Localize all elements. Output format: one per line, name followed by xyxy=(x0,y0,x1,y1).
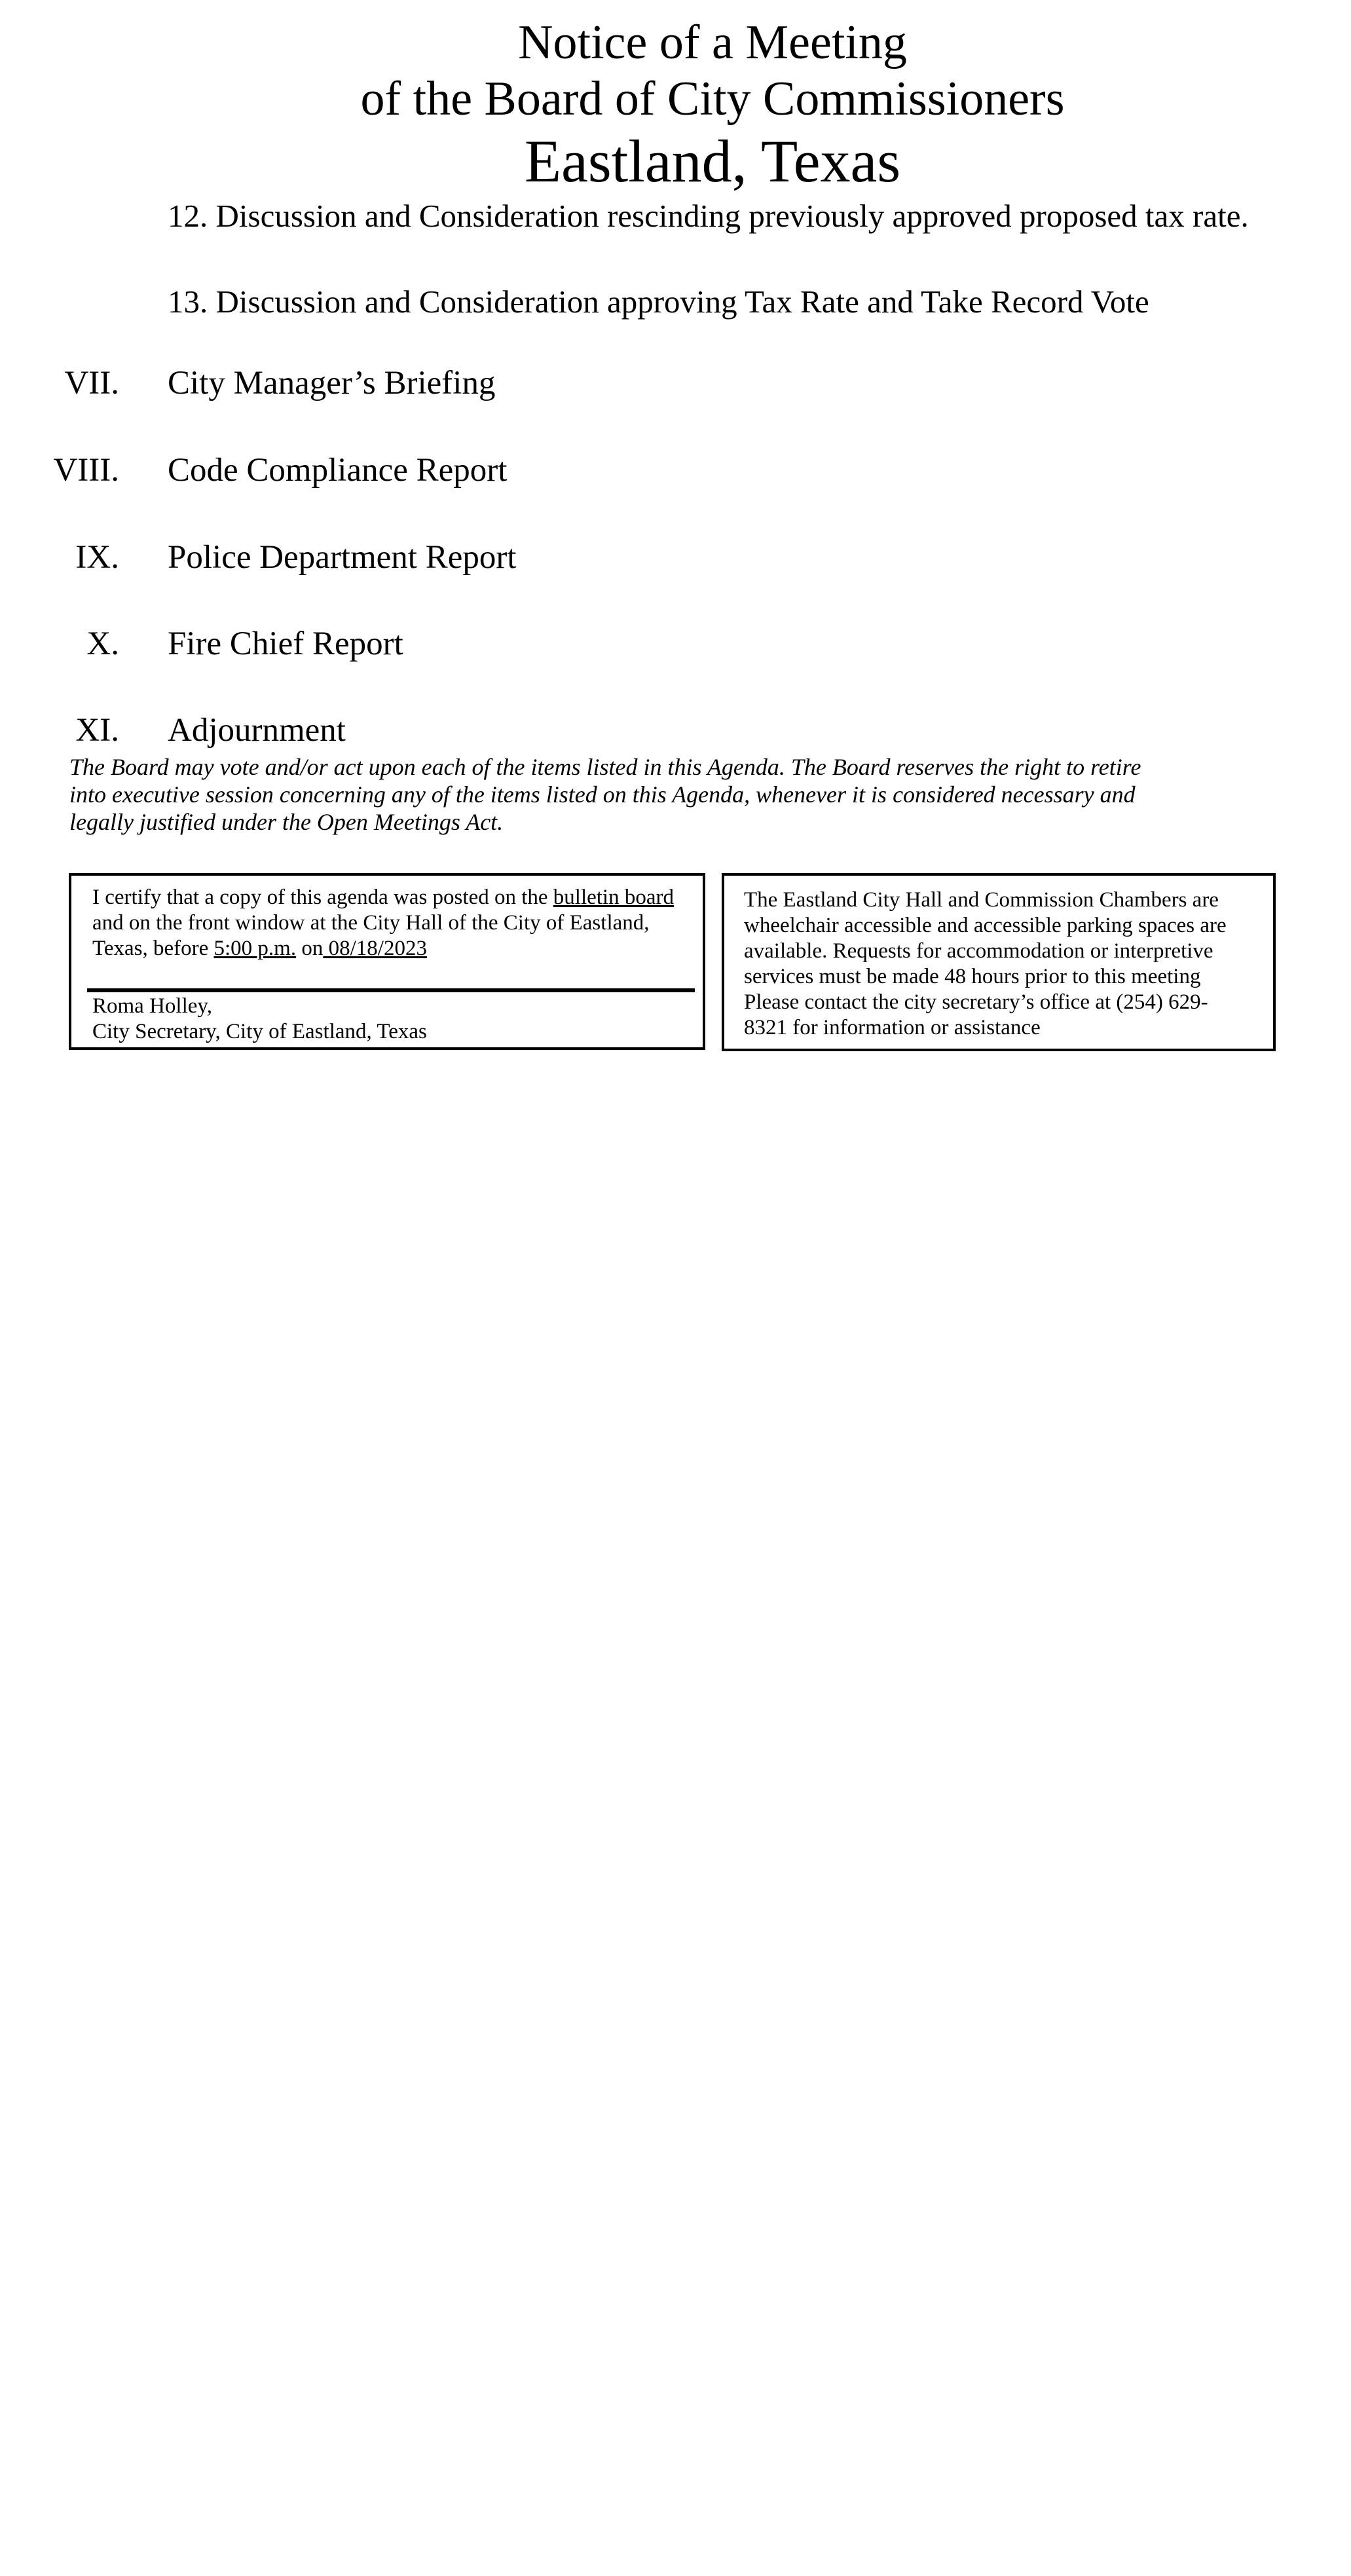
agenda-item-number: XI. xyxy=(75,712,119,749)
posting-date: 08/18/2023 xyxy=(323,937,427,960)
bulletin-board-text: bulletin board xyxy=(553,886,674,909)
certification-line xyxy=(92,885,695,910)
notice-title: Notice of a Meeting xyxy=(518,16,907,69)
accessibility-line: services must be made 48 hours prior to this meeting xyxy=(744,965,1201,988)
certification-text-part: I certify that a copy of this agenda was posted on the xyxy=(92,886,553,909)
agenda-item-title: Police Department Report xyxy=(168,539,517,576)
notice-header xyxy=(0,14,1351,195)
agenda-item xyxy=(0,364,786,403)
open-meetings-disclaimer xyxy=(69,753,1235,836)
accessibility-line: available. Requests for accommodation or interpretive xyxy=(744,939,1213,963)
disclaimer-line: legally justified under the Open Meetings Act. xyxy=(69,809,504,835)
agenda-item xyxy=(0,538,786,577)
agenda-item-number: X. xyxy=(86,625,119,662)
posting-certification-box xyxy=(69,873,705,1050)
posting-time: 5:00 p.m. xyxy=(213,937,297,960)
signer-title: City Secretary, City of Eastland, Texas xyxy=(92,1020,427,1043)
disclaimer-line: into executive session concerning any of the items listed on this Agenda, whenever it is considered necessary and xyxy=(69,781,1136,808)
accessibility-line: wheelchair accessible and accessible parking spaces are xyxy=(744,914,1227,937)
accessibility-line: 8321 for information or assistance xyxy=(744,1016,1041,1039)
accessibility-line: The Eastland City Hall and Commission Chambers are xyxy=(744,888,1219,912)
agenda-item-number: VIII. xyxy=(53,452,119,489)
city-title: Eastland, Texas xyxy=(524,128,901,195)
signature-line xyxy=(87,988,695,992)
signer-block xyxy=(92,994,682,1045)
board-title: of the Board of City Commissioners xyxy=(360,72,1065,126)
agenda-item xyxy=(0,624,786,663)
agenda-item-title: Code Compliance Report xyxy=(168,452,508,489)
agenda-item-title: Fire Chief Report xyxy=(168,625,403,662)
agenda-item xyxy=(0,451,786,490)
agenda-item-number: IX. xyxy=(75,539,119,576)
certification-text-part: Texas, before xyxy=(92,937,214,960)
certification-text xyxy=(92,885,695,961)
agenda-item xyxy=(0,711,786,750)
accessibility-line: Please contact the city secretary’s office at (254) 629- xyxy=(744,990,1208,1014)
accessibility-notice-box xyxy=(722,873,1276,1051)
agenda-subitem-13: 13. Discussion and Consideration approving Tax Rate and Take Record Vote xyxy=(168,284,1149,320)
agenda-item-title: City Manager’s Briefing xyxy=(168,365,496,401)
certification-line xyxy=(92,936,695,961)
agenda-item-title: Adjournment xyxy=(168,712,346,749)
agenda-subitem-12: 12. Discussion and Consideration rescinding previously approved proposed tax rate. xyxy=(168,198,1249,234)
agenda-item-number: VII. xyxy=(64,365,119,401)
certification-line: and on the front window at the City Hall of the City of Eastland, xyxy=(92,911,650,935)
certification-text-part: on xyxy=(296,937,324,960)
signer-name: Roma Holley, xyxy=(92,994,212,1018)
disclaimer-line: The Board may vote and/or act upon each of the items listed in this Agenda. The Board reserves the right to retire xyxy=(69,754,1141,780)
